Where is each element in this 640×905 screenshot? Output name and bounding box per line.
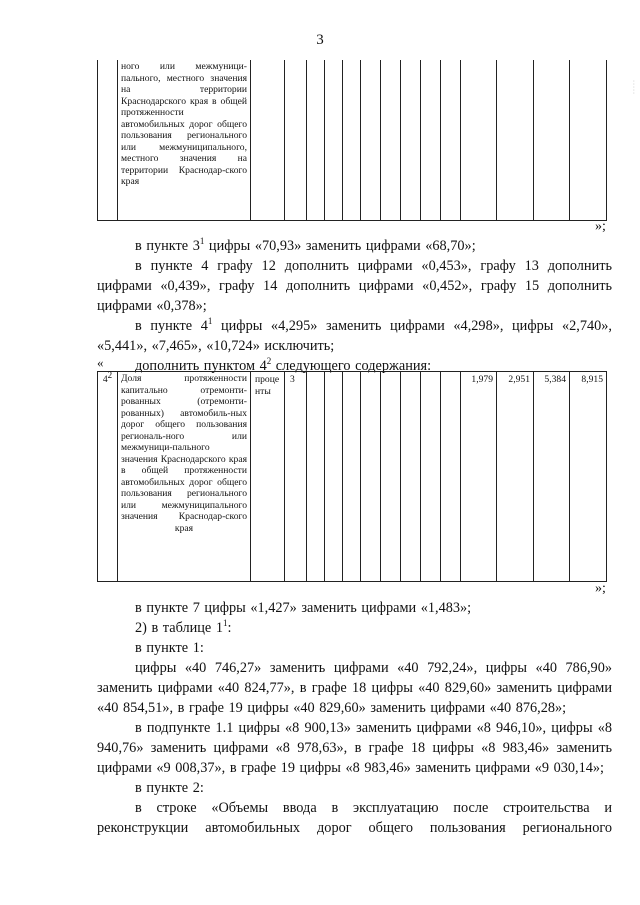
table-cell	[441, 372, 461, 582]
paragraph: в пункте 7 цифры «1,427» заменить цифрами «1,483»;	[135, 600, 472, 616]
table-item-4-2	[97, 371, 607, 582]
row-number-cell: $4^2$	[98, 372, 118, 582]
paragraph: в строке «Объемы ввода в эксплуатацию после строительства и реконструкции автомобильных дорог общего пользования регионального	[97, 800, 612, 836]
table-cell	[401, 60, 421, 220]
table-cell	[307, 60, 325, 220]
unit-cell: проценты	[251, 372, 285, 582]
opening-quote: «	[97, 355, 104, 370]
paragraph: 2) в таблице $1^1$:	[135, 618, 232, 636]
table-cell: 3	[285, 372, 307, 582]
table-cell	[497, 60, 534, 220]
margin-mark: ·····	[630, 80, 636, 95]
table-cell	[361, 60, 381, 220]
indicator-description: Доля протяженности капитально отремонти-рованных (отремонти-рованных) автомобиль-ных дорог общего пользования региональ-ного или межмуници-пального значения Краснодарского края в общей протяженности автомобильных дорог общего пользования регионального или межмуниципального значения Краснодар-ского края	[118, 372, 251, 582]
table-continuation	[97, 60, 607, 221]
table-cell	[381, 372, 401, 582]
indicator-description: ного или межмуници-пального, местного значения на территории Краснодарского края в общей протяженности автомобильных дорог общего пользования регионального или межмуниципального, местного значения на территории Краснодар-ского края	[118, 60, 251, 220]
value-cell: 1,979	[461, 372, 497, 582]
table-cell	[251, 60, 285, 220]
paragraph: в пункте $3^1$ цифры «70,93» заменить цифрами «68,70»;	[135, 236, 476, 254]
paragraph: цифры «40 746,27» заменить цифрами «40 792,24», цифры «40 786,90» заменить цифрами «40 824,77», в графе 18 цифры «40 829,60» заменить цифрами «40 854,51», в графе 19 цифры «40 829,60» заменить цифрами «40 876,28»;	[97, 660, 612, 716]
table-cell	[343, 372, 361, 582]
table-cell	[534, 60, 570, 220]
amendments-block-1	[97, 236, 612, 376]
table-cell	[343, 60, 361, 220]
row-number-cell	[98, 60, 118, 220]
table-cell	[361, 372, 381, 582]
value-cell: 2,951	[497, 372, 534, 582]
table-cell	[570, 60, 607, 220]
table-row	[98, 372, 607, 582]
table-cell	[325, 60, 343, 220]
closing-quote: »;	[595, 581, 606, 596]
table-cell	[441, 60, 461, 220]
paragraph: в пункте $4^1$ цифры «4,295» заменить цифрами «4,298», цифры «2,740», «5,441», «7,465», «10,724» исключить;	[97, 316, 612, 354]
table-cell	[325, 372, 343, 582]
closing-quote: »;	[595, 219, 606, 234]
table-cell	[381, 60, 401, 220]
table-cell	[401, 372, 421, 582]
paragraph: в пункте 4 графу 12 дополнить цифрами «0,453», графу 13 дополнить цифрами «0,439», графу 14 дополнить цифрами «0,452», графу 15 дополнить цифрами «0,378»;	[97, 258, 612, 314]
table-cell	[461, 60, 497, 220]
table-row	[98, 60, 607, 220]
amendments-block-2	[97, 598, 612, 838]
table-cell	[307, 372, 325, 582]
paragraph: в пункте 1:	[135, 640, 204, 656]
page-number: 3	[316, 32, 324, 48]
table-cell	[421, 372, 441, 582]
paragraph: в пункте 2:	[135, 780, 204, 796]
paragraph: в подпункте 1.1 цифры «8 900,13» заменить цифрами «8 946,10», цифры «8 940,76» заменить цифрами «8 978,63», в графе 18 цифры «8 983,46» заменить цифрами «9 008,37», в графе 19 цифры «8 983,46» заменить цифрами «9 030,14»;	[97, 720, 612, 776]
table-cell	[285, 60, 307, 220]
table-cell	[421, 60, 441, 220]
paragraph: дополнить пунктом $4^2$ следующего содержания:	[135, 356, 432, 374]
value-cell: 5,384	[534, 372, 570, 582]
value-cell: 8,915	[570, 372, 607, 582]
